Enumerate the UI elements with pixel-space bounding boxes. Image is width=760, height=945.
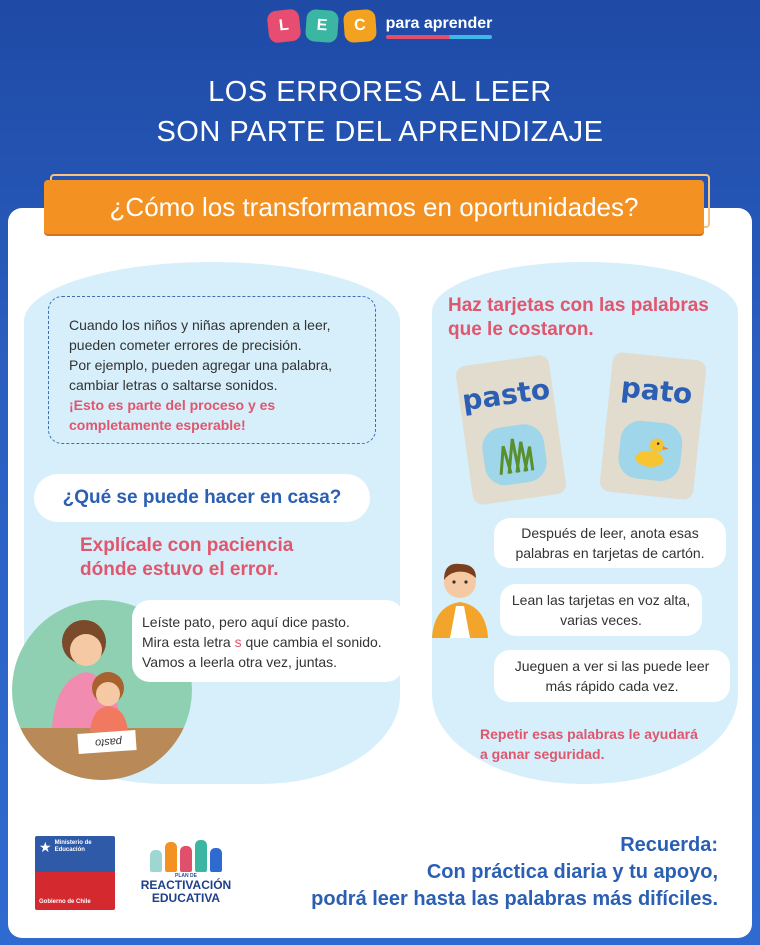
- advice-line-1: Explícale con paciencia: [80, 535, 294, 556]
- ministry-line-2: Educación: [54, 847, 85, 853]
- paper-word: pasto: [94, 734, 123, 749]
- speech-line-1: Leíste pato, pero aquí dice pasto.: [142, 614, 350, 630]
- step-3-line-1: Jueguen a ver si las puede leer: [514, 658, 710, 674]
- star-icon: ★: [39, 839, 52, 855]
- step-2-line-1: Lean las tarjetas en voz alta,: [511, 592, 691, 608]
- raised-hands-icon: [138, 838, 234, 872]
- step-bubble-1: [494, 518, 726, 568]
- logo-tagline: para aprender: [386, 15, 493, 37]
- ministry-line-3: Gobierno de Chile: [39, 899, 91, 905]
- speech-line-2: [142, 632, 404, 652]
- speech-line-2-start: Mira esta letra: [142, 634, 235, 650]
- plan-line-2: EDUCATIVA: [151, 891, 221, 905]
- boy-illustration: [428, 556, 492, 638]
- boy-icon: [428, 556, 492, 638]
- title-line-1: LOS ERRORES AL LEER: [208, 76, 552, 108]
- grass-icon: [480, 422, 549, 488]
- speech-line-3: Vamos a leerla otra vez, juntas.: [142, 654, 338, 670]
- step-2-line-2: varias veces.: [560, 612, 642, 628]
- mother-speech-bubble: [132, 600, 404, 682]
- ministry-logo: [35, 836, 115, 910]
- tip-line-1: Repetir esas palabras le ayudará: [480, 726, 698, 742]
- logo-letter-c: C: [343, 9, 377, 43]
- title-line-2: SON PARTE DEL APRENDIZAJE: [156, 116, 604, 148]
- tip-line-2: a ganar seguridad.: [480, 746, 605, 762]
- subtitle-banner: ¿Cómo los transformamos en oportunidades?: [44, 180, 704, 234]
- logo-letter-e: E: [305, 9, 339, 43]
- flashcard-pato: [599, 351, 707, 500]
- home-question: ¿Qué se puede hacer en casa?: [34, 474, 370, 522]
- reminder-line-2: Con práctica diaria y tu apoyo,: [426, 861, 718, 883]
- step-bubble-3: [494, 650, 730, 702]
- intro-line-4: cambiar letras o saltarse sonidos.: [69, 377, 278, 393]
- intro-line-1: Cuando los niños y niñas aprenden a leer,: [69, 317, 331, 333]
- step-1-line-2: palabras en tarjetas de cartón.: [515, 545, 705, 561]
- advice-line-2: dónde estuvo el error.: [80, 559, 279, 580]
- ministry-line-1: Ministerio de: [54, 840, 92, 846]
- reminder-line-1: Recuerda:: [620, 834, 718, 856]
- step-3-line-2: más rápido cada vez.: [545, 678, 679, 694]
- reminder-text: [311, 832, 718, 913]
- plan-line-1: REACTIVACIÓN: [140, 878, 232, 892]
- intro-highlight-2: completamente esperable!: [69, 417, 246, 433]
- logo-letter-l: L: [266, 8, 301, 43]
- duck-icon: [617, 419, 685, 483]
- intro-box: [48, 296, 376, 444]
- flashcard-pasto-word: pasto: [460, 372, 553, 418]
- plan-small-label: PLAN DE: [175, 873, 197, 879]
- step-1-line-1: Después de leer, anota esas: [521, 525, 699, 541]
- highlighted-letter: s: [234, 634, 242, 650]
- advice-heading: [80, 534, 293, 582]
- cards-heading-line-2: que le costaron.: [448, 319, 594, 340]
- flashcard-pato-word: pato: [619, 370, 695, 411]
- intro-line-2: pueden cometer errores de precisión.: [69, 337, 302, 353]
- page-title: [0, 72, 760, 152]
- flashcard-pasto: [455, 354, 568, 506]
- reactivacion-logo: [138, 838, 234, 910]
- lec-logo: [0, 10, 760, 42]
- cards-heading-line-1: Haz tarjetas con las palabras: [448, 295, 709, 316]
- reminder-line-3: podrá leer hasta las palabras más difíciles.: [311, 888, 718, 910]
- intro-line-3: Por ejemplo, pueden agregar una palabra,: [69, 357, 333, 373]
- speech-line-2-end: que cambia el sonido.: [241, 634, 382, 650]
- cards-heading: [448, 294, 709, 342]
- step-bubble-2: [500, 584, 702, 636]
- repeat-tip: [480, 724, 730, 764]
- intro-highlight-1: ¡Esto es parte del proceso y es: [69, 397, 276, 413]
